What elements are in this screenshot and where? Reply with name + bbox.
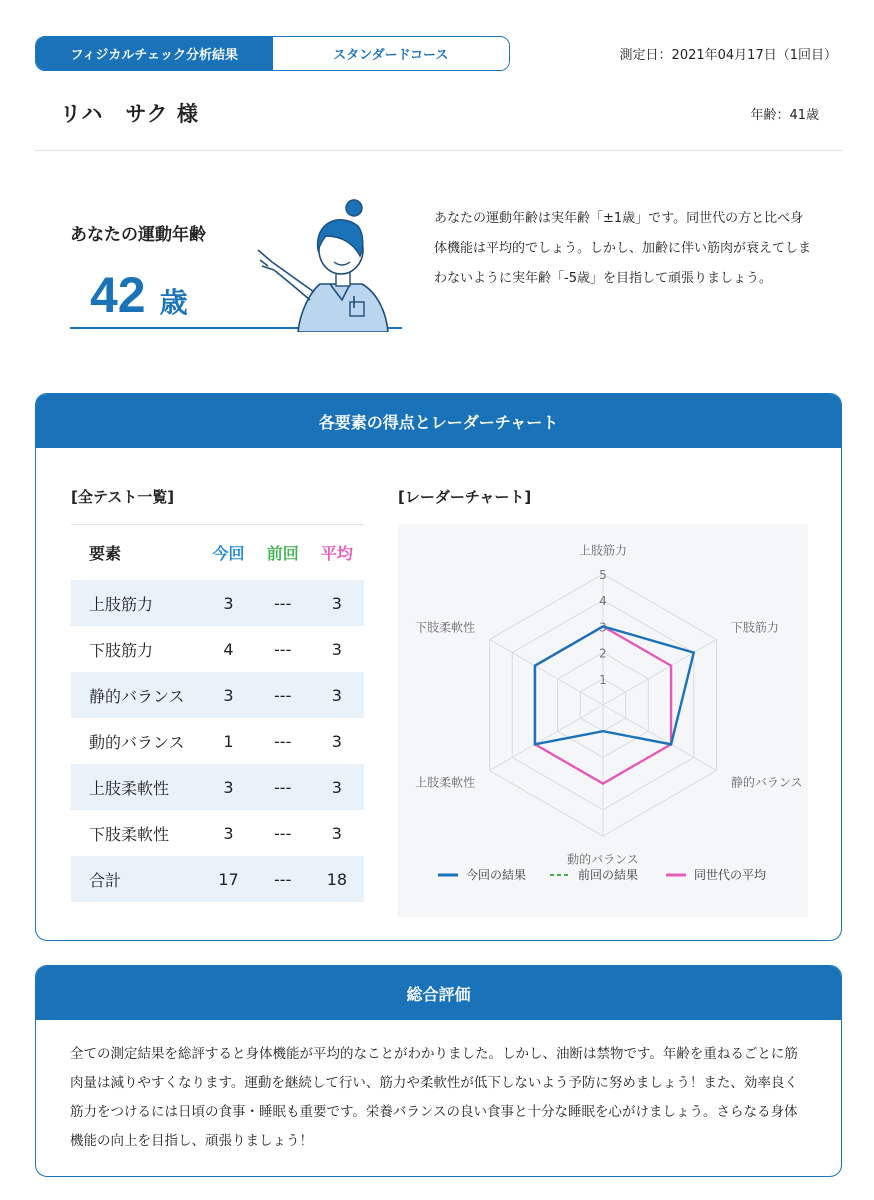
radar-category-label: 上肢柔軟性	[415, 775, 476, 790]
radar-tick-label: 2	[599, 646, 607, 661]
motion-age-value	[90, 266, 188, 324]
legend-label: 前回の結果	[578, 868, 639, 882]
row-previous: ---	[274, 639, 292, 659]
row-element: 下肢柔軟性	[89, 824, 170, 844]
table-row	[71, 764, 364, 810]
radar-category-label: 動的バランス	[567, 852, 639, 867]
summary-card	[35, 965, 842, 1177]
radar-tick-label: 1	[599, 672, 607, 687]
motion-age-label: あなたの運動年齢	[70, 225, 206, 245]
table-row-total	[71, 856, 364, 902]
radar-spoke	[490, 705, 603, 771]
row-element: 動的バランス	[89, 732, 185, 752]
scores-table	[71, 524, 364, 902]
patient-name: リハ サク 様	[60, 102, 199, 126]
radar-category-label: 静的バランス	[730, 775, 803, 790]
scores-card	[35, 393, 842, 941]
row-average: 3	[310, 580, 364, 626]
header-tabs	[35, 36, 510, 71]
row-previous: ---	[256, 672, 310, 718]
radar-svg	[398, 524, 808, 917]
row-current: 4	[223, 639, 234, 659]
row-current: 17	[201, 856, 255, 902]
legend-label: 同世代の平均	[694, 868, 767, 882]
row-average: 18	[310, 856, 364, 902]
table-row	[71, 672, 364, 718]
radar-category-label: 下肢柔軟性	[415, 620, 476, 635]
row-element: 上肢柔軟性	[71, 764, 201, 810]
row-average: 3	[331, 823, 342, 843]
row-previous: ---	[256, 764, 310, 810]
radar-spoke	[603, 640, 716, 706]
table-title: [全テスト一覧]	[71, 488, 175, 506]
chart-title: [レーダーチャート]	[398, 488, 532, 506]
row-element: 上肢筋力	[71, 580, 201, 626]
row-current: 3	[223, 823, 234, 843]
motion-age-unit: 歳	[159, 286, 188, 319]
scores-card-title: 各要素の得点とレーダーチャート	[36, 394, 841, 448]
tab-standard-course[interactable]: スタンダードコース	[273, 37, 510, 70]
row-current: 1	[223, 731, 234, 751]
radar-tick-label: 3	[599, 620, 607, 635]
row-current: 3	[201, 764, 255, 810]
motion-age-description: あなたの運動年齢は実年齢「±1歳」です。同世代の方と比べ身体機能は平均的でしょう。しかし、加齢に伴い筋肉が衰えてしまわないように実年齢「-5歳」を目指して頑張りましょう。	[434, 211, 812, 286]
table-row	[71, 718, 364, 764]
row-previous: ---	[256, 856, 310, 902]
table-row	[71, 580, 364, 626]
radar-tick-label: 4	[599, 594, 607, 609]
row-average: 3	[331, 639, 342, 659]
radar-spoke	[603, 705, 716, 771]
col-previous: 前回	[266, 544, 299, 563]
legend-label: 今回の結果	[466, 868, 527, 882]
row-average: 3	[310, 672, 364, 718]
col-current: 今回	[212, 544, 245, 563]
row-previous: ---	[256, 580, 310, 626]
row-current: 3	[201, 672, 255, 718]
radar-chart	[398, 524, 808, 917]
radar-category-label: 下肢筋力	[730, 620, 779, 635]
table-row	[71, 810, 364, 856]
row-previous: ---	[274, 823, 292, 843]
col-element: 要素	[89, 544, 122, 563]
summary-title: 総合評価	[36, 966, 841, 1020]
motion-age-number: 42	[90, 267, 146, 323]
summary-text: 全ての測定結果を総評すると身体機能が平均的なことがわかりました。しかし、油断は禁物です。年齢を重ねるごとに筋肉量は減りやすくなります。運動を継続して行い、筋力や柔軟性が低下しないよう予防に努めましょう！また、効率良く筋力をつけるには日頃の食事・睡眠も重要です。栄養バランスの良い食事と十分な睡眠を心がけましょう。さらなる身体機能の向上を目指し、頑張りましょう！	[70, 1046, 798, 1149]
measure-date: 測定日：2021年04月17日（1回目）	[619, 48, 837, 63]
tab-physical-check[interactable]: フィジカルチェック分析結果	[36, 37, 273, 70]
row-element: 静的バランス	[71, 672, 201, 718]
table-row	[71, 626, 364, 672]
table-header-row	[71, 525, 364, 580]
radar-category-label: 上肢筋力	[578, 543, 628, 558]
nurse-illustration	[250, 192, 400, 332]
row-previous: ---	[274, 731, 292, 751]
patient-age: 年齢：41歳	[750, 108, 819, 123]
radar-spoke	[490, 640, 603, 706]
row-element: 合計	[71, 856, 201, 902]
divider	[35, 150, 842, 151]
col-average: 平均	[320, 544, 353, 563]
row-current: 3	[201, 580, 255, 626]
row-element: 下肢筋力	[89, 640, 154, 660]
radar-tick-label: 5	[599, 568, 607, 582]
row-average: 3	[310, 764, 364, 810]
row-average: 3	[331, 731, 342, 751]
